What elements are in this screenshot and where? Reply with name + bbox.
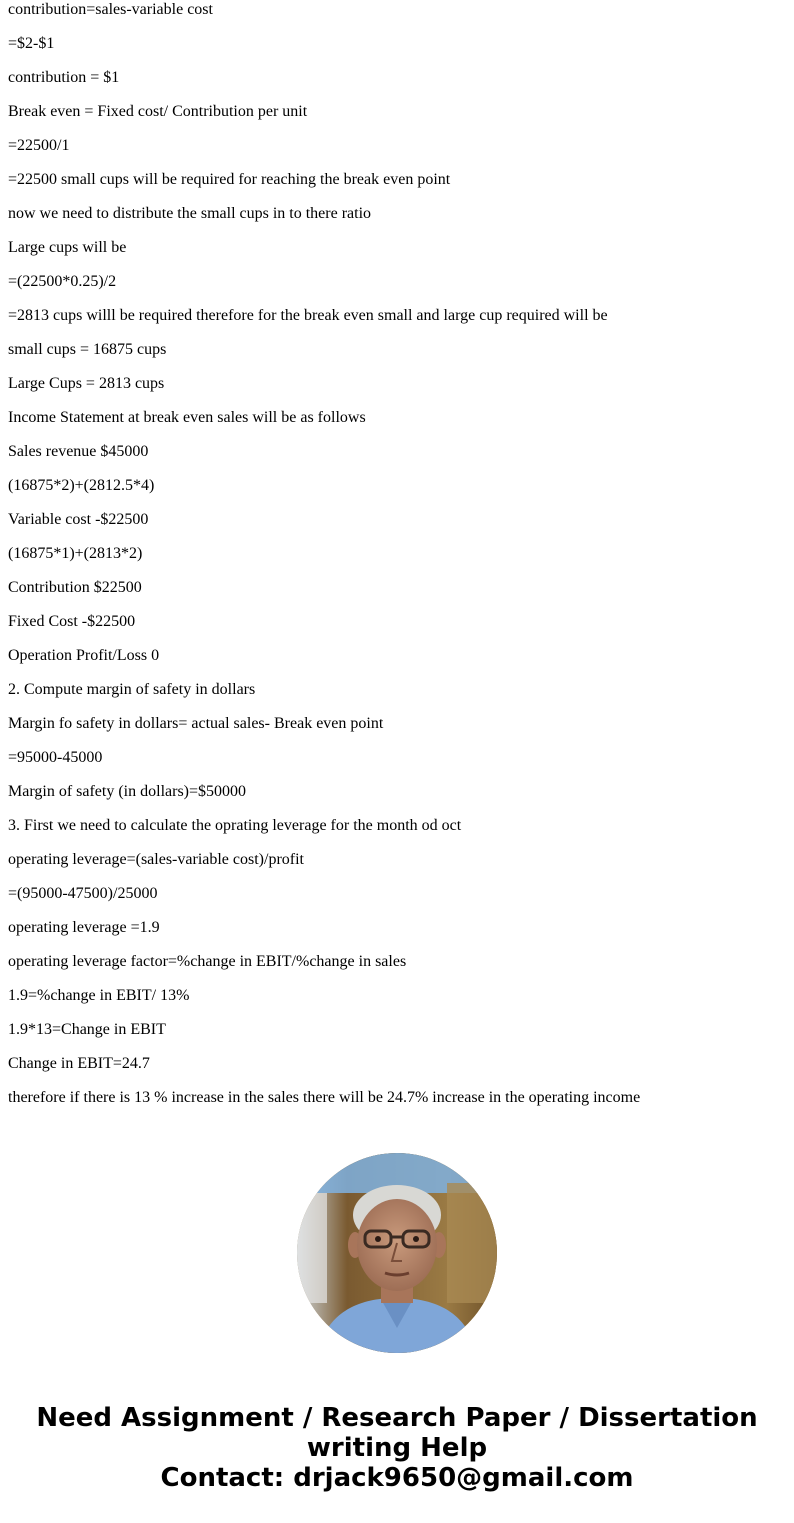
text-line: Large Cups = 2813 cups — [8, 375, 165, 392]
text-line: Sales revenue $45000 — [8, 443, 149, 460]
text-line: Margin of safety (in dollars)=$50000 — [8, 783, 247, 800]
text-line: Margin fo safety in dollars= actual sales- Break even point — [8, 715, 384, 732]
text-line: =22500/1 — [8, 137, 70, 154]
text-line: now we need to distribute the small cups in to there ratio — [8, 205, 372, 222]
text-line: therefore if there is 13 % increase in the sales there will be 24.7% increase in the operating income — [8, 1089, 641, 1106]
text-line: Operation Profit/Loss 0 — [8, 647, 160, 664]
text-line: (16875*1)+(2813*2) — [8, 545, 143, 562]
text-line: =(95000-47500)/25000 — [8, 885, 158, 902]
text-line: contribution=sales-variable cost — [8, 1, 213, 18]
text-line: (16875*2)+(2812.5*4) — [8, 477, 155, 494]
text-line: operating leverage =1.9 — [8, 919, 160, 936]
text-line: operating leverage=(sales-variable cost)/profit — [8, 851, 304, 868]
promo-line-1: Need Assignment / Research Paper / Dissertation — [36, 1403, 758, 1433]
text-line: 3. First we need to calculate the oprating leverage for the month od oct — [8, 817, 462, 834]
text-line: 1.9*13=Change in EBIT — [8, 1021, 166, 1038]
promo-banner — [0, 1403, 794, 1493]
author-avatar — [297, 1153, 497, 1353]
promo-contact: Contact: drjack9650@gmail.com — [160, 1463, 634, 1493]
text-line: 2. Compute margin of safety in dollars — [8, 681, 256, 698]
text-line: =2813 cups willl be required therefore for the break even small and large cup required will be — [8, 307, 608, 324]
text-line: =(22500*0.25)/2 — [8, 273, 117, 290]
text-line: Break even = Fixed cost/ Contribution per unit — [8, 103, 308, 120]
text-line: =22500 small cups will be required for reaching the break even point — [8, 171, 451, 188]
text-line: Large cups will be — [8, 239, 127, 256]
text-line: Variable cost -$22500 — [8, 511, 149, 528]
text-line: Contribution $22500 — [8, 579, 142, 596]
text-line: operating leverage factor=%change in EBIT/%change in sales — [8, 953, 407, 970]
document-body — [8, 0, 786, 1122]
text-line: 1.9=%change in EBIT/ 13% — [8, 987, 190, 1004]
text-line: =95000-45000 — [8, 749, 103, 766]
avatar-portrait-image — [297, 1153, 497, 1353]
text-line: Fixed Cost -$22500 — [8, 613, 136, 630]
text-line: Income Statement at break even sales will be as follows — [8, 409, 366, 426]
promo-line-2: writing Help — [306, 1433, 488, 1463]
text-line: small cups = 16875 cups — [8, 341, 167, 358]
text-line: contribution = $1 — [8, 69, 120, 86]
text-line: =$2-$1 — [8, 35, 55, 52]
text-line: Change in EBIT=24.7 — [8, 1055, 150, 1072]
